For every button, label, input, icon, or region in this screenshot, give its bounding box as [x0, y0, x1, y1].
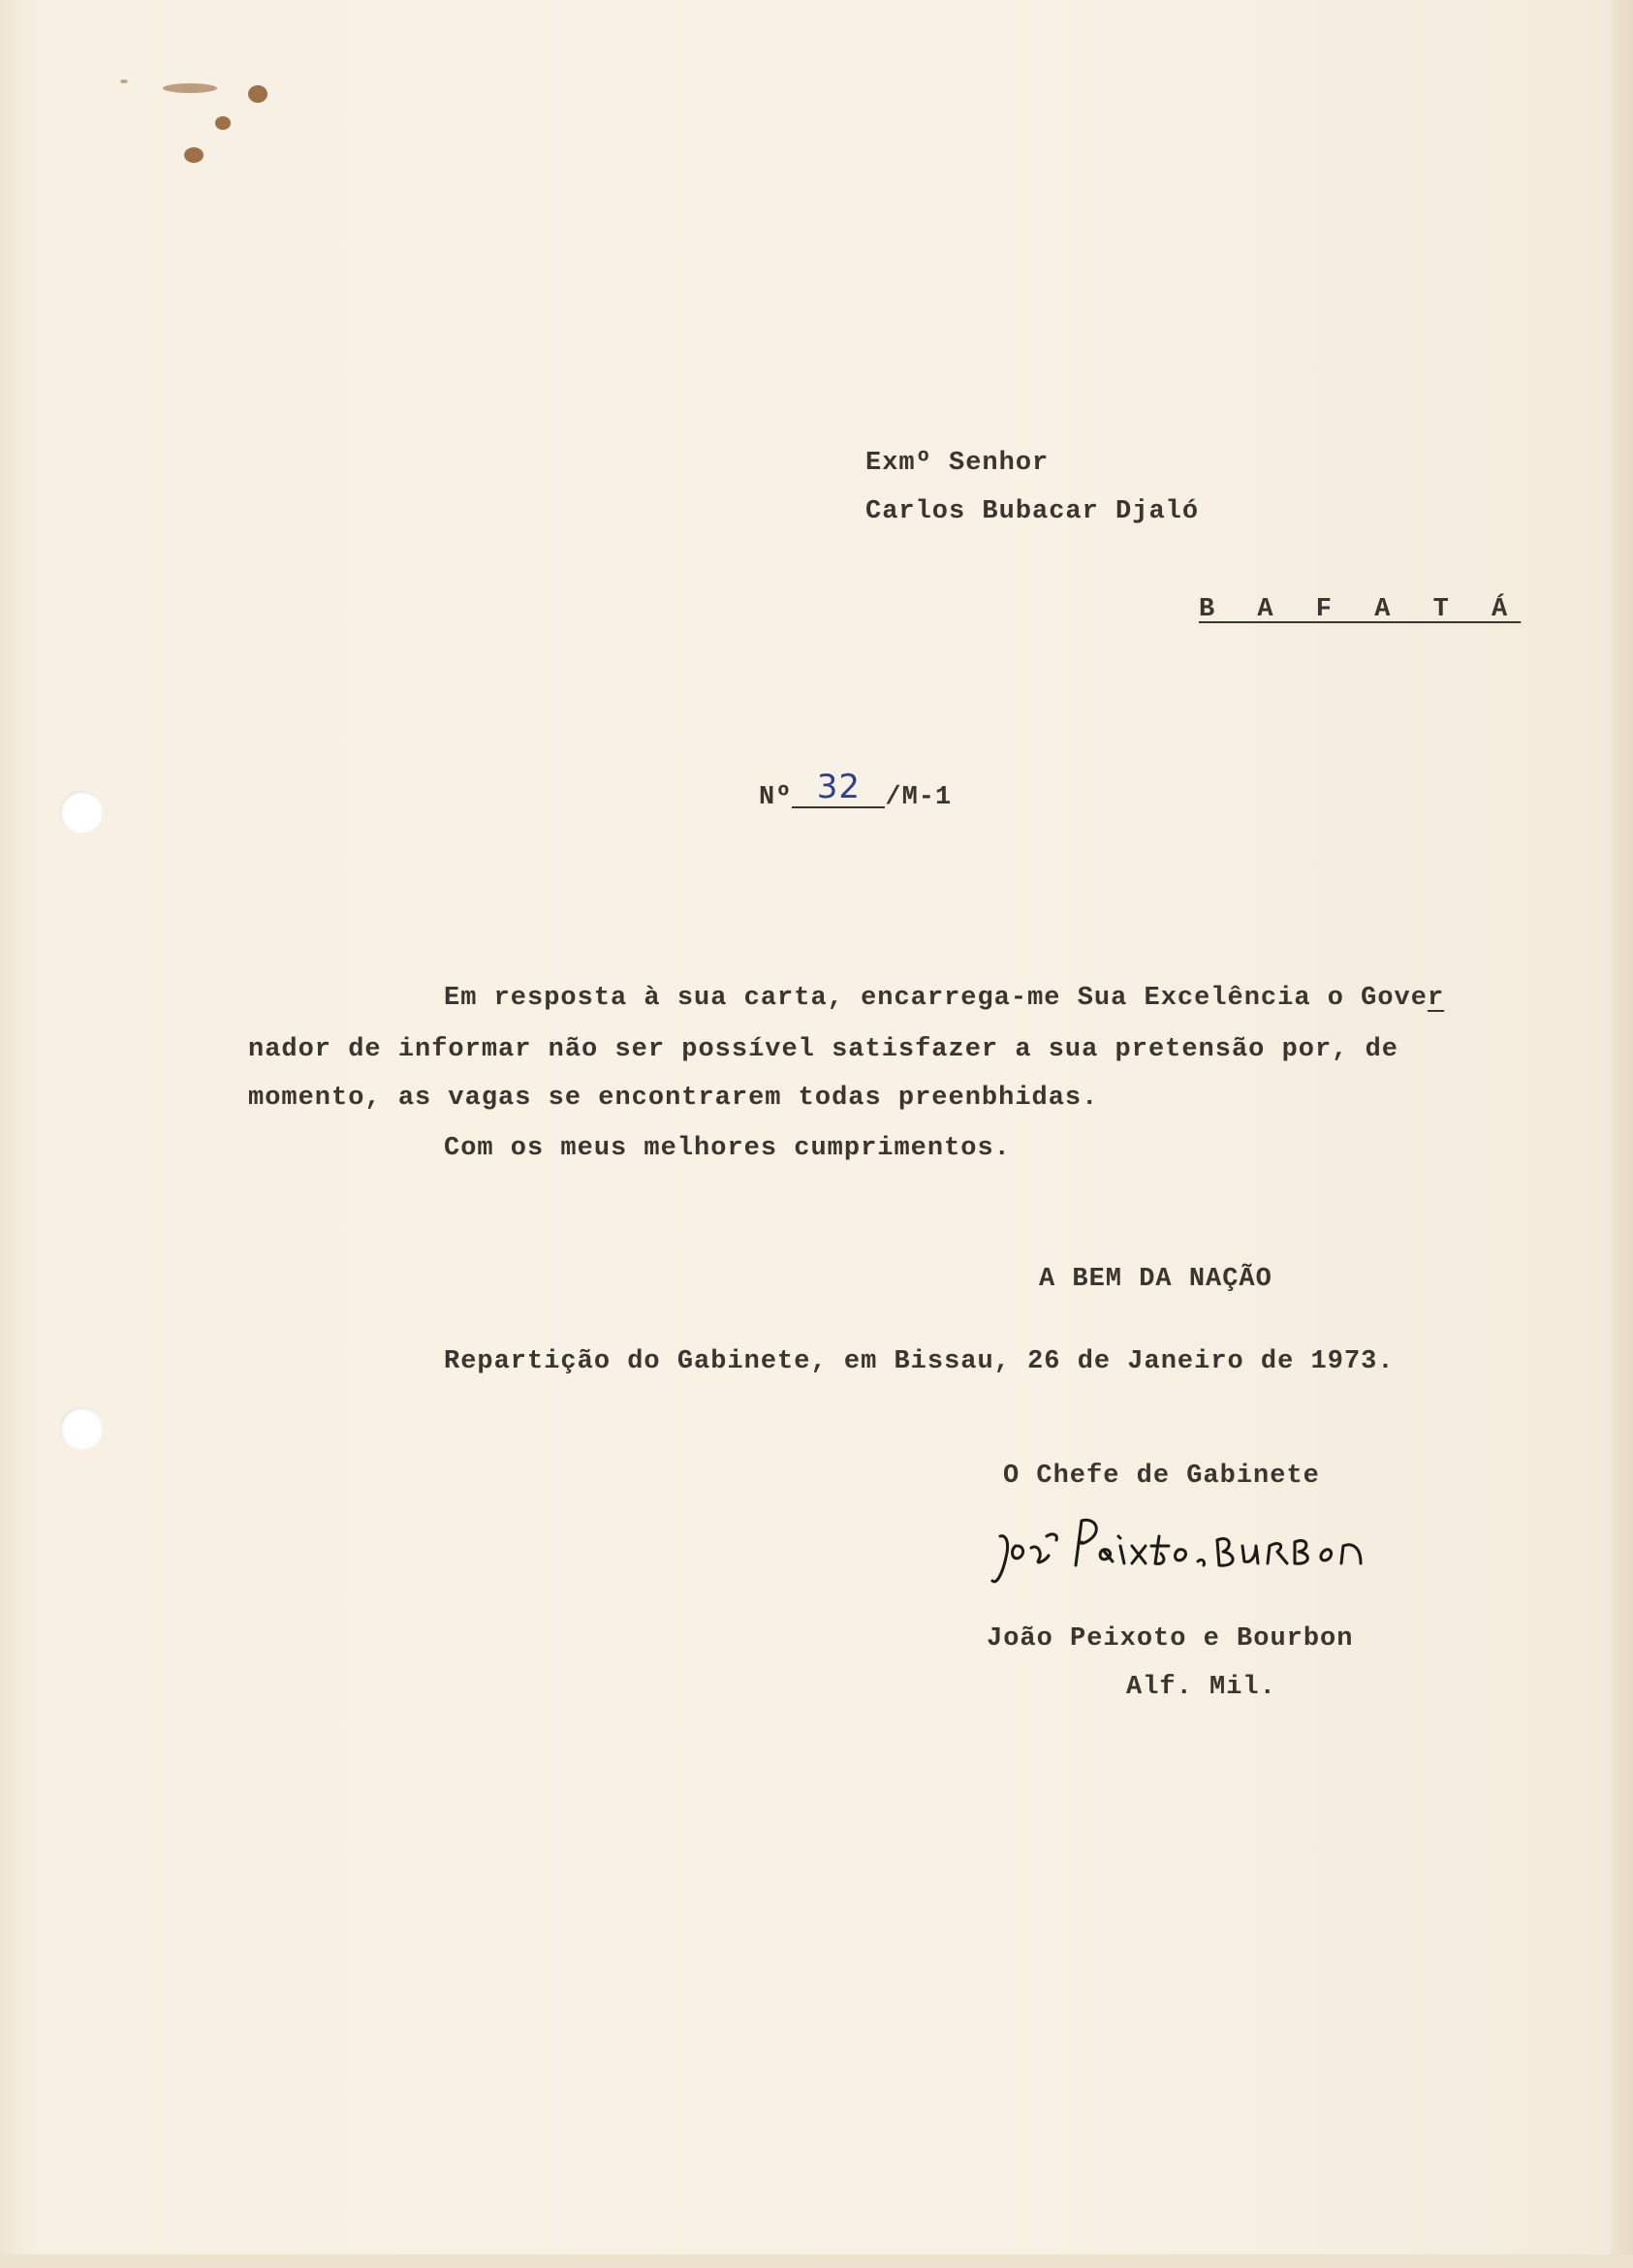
- body-line-2: nador de informar não ser possível satisfazer a sua pretensão por, de: [248, 1035, 1398, 1064]
- punch-hole-top: [60, 791, 103, 834]
- signer-role: O Chefe de Gabinete: [1003, 1462, 1320, 1491]
- body-line-3: momento, as vagas se encontrarem todas preenbhidas.: [248, 1084, 1099, 1113]
- body-line-1-end: r: [1427, 984, 1445, 1013]
- reference-handwritten-number: 32: [792, 768, 885, 808]
- body-line-1: [444, 984, 1444, 1013]
- handwritten-signature: [989, 1507, 1376, 1594]
- recipient-name: Carlos Bubacar Djaló: [865, 497, 1200, 526]
- body-line-4: Com os meus melhores cumprimentos.: [444, 1134, 1011, 1163]
- closing-motto: A BEM DA NAÇÃO: [1039, 1265, 1272, 1294]
- paper-edge: [1612, 0, 1633, 2268]
- reference-suffix: /M-1: [885, 783, 953, 812]
- reference-number: [759, 768, 953, 814]
- recipient-city: B A F A T Á: [1199, 595, 1522, 624]
- reference-prefix: Nº: [759, 783, 793, 812]
- body-line-1-text: Em resposta à sua carta, encarrega-me Sua Excelência o Gove: [444, 984, 1428, 1013]
- signer-rank: Alf. Mil.: [1126, 1673, 1276, 1702]
- signer-name: João Peixoto e Bourbon: [987, 1624, 1354, 1654]
- place-date: Repartição do Gabinete, em Bissau, 26 de Janeiro de 1973.: [444, 1347, 1395, 1376]
- recipient-salutation: Exmº Senhor: [865, 449, 1050, 478]
- paper-edge-bottom: [0, 2254, 1633, 2268]
- punch-hole-bottom: [60, 1407, 103, 1450]
